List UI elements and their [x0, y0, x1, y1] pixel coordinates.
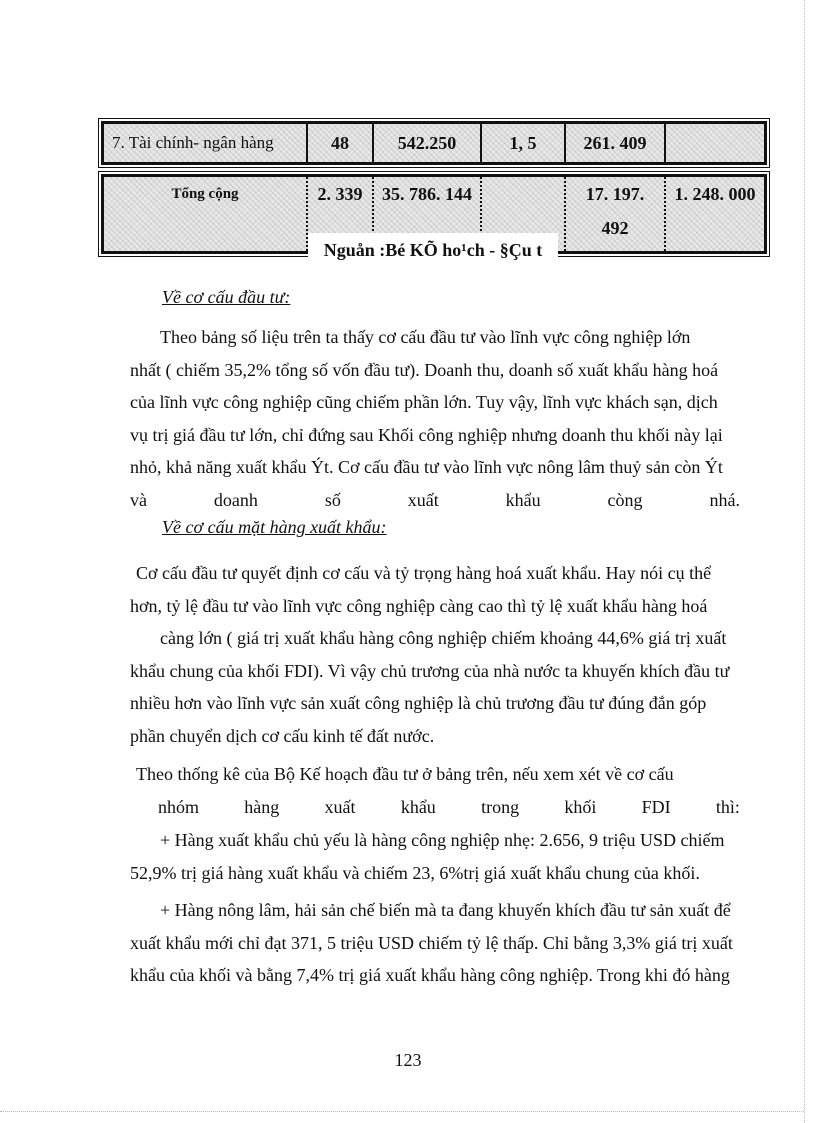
word: FDI — [641, 796, 671, 817]
word: và — [130, 489, 147, 510]
cell-share — [482, 181, 564, 207]
text-line: Cơ cấu đầu tư quyết định cơ cấu và tỷ trọng hàng hoá xuất khẩu. Hay nói cụ thể — [136, 563, 712, 583]
text-line: Theo bảng số liệu trên ta thấy cơ cấu đầu tư vào lĩnh vực công nghiệp lớn — [160, 327, 691, 347]
table-source-caption: Nguån :Bé KÕ ho¹ch - §Çu t — [308, 233, 558, 267]
text-line: hơn, tỷ lệ đầu tư vào lĩnh vực công nghiệp càng cao thì tỷ lệ xuất khẩu hàng hoá — [130, 595, 708, 616]
text-line: 52,9% trị giá hàng xuất khẩu và chiếm 23, 6%trị giá xuất khẩu chung của khối. — [130, 862, 700, 883]
text-line: của lĩnh vực công nghiệp cũng chiếm phần lớn. Tuy vậy, lĩnh vực khách sạn, dịch — [130, 392, 718, 412]
word: khối — [564, 796, 597, 817]
cell-projects: 2. 339 — [317, 183, 363, 204]
word: nhá. — [709, 489, 740, 510]
text-line: nhỏ, khả năng xuất khẩu Ýt. Cơ cấu đầu tư vào lĩnh vực nông lâm thuỷ sản còn Ýt — [130, 457, 723, 477]
word: khẩu — [400, 796, 436, 817]
text-line: vụ trị giá đầu tư lớn, chỉ đứng sau Khối công nghiệp nhưng doanh thu khối này lại — [130, 424, 723, 445]
text-line-justified — [130, 791, 740, 824]
cell-export: 1. 248. 000 — [674, 183, 756, 204]
word: xuất — [324, 796, 356, 817]
paragraph-agriculture — [130, 894, 740, 992]
cell-revenue: 261. 409 — [583, 132, 647, 153]
text-line-justified — [130, 484, 740, 517]
word: hàng — [244, 796, 280, 817]
text-line: xuất khẩu mới chỉ đạt 371, 5 triệu USD chiếm tỷ lệ thấp. Chỉ bằng 3,3% giá trị xuất — [130, 932, 733, 953]
word: thì: — [715, 796, 740, 817]
word: số — [324, 489, 341, 510]
paragraph-investment — [130, 321, 740, 516]
page-number: 123 — [394, 1050, 422, 1070]
page-edge-right — [804, 0, 806, 1123]
text-line: khẩu của khối và bằng 7,4% trị giá xuất khẩu hàng công nghiệp. Trong khi đó hàng — [130, 965, 730, 985]
text-line: Theo thống kê của Bộ Kế hoạch đầu tư ở bảng trên, nếu xem xét về cơ cấu — [136, 764, 674, 784]
text-line: phần chuyển dịch cơ cấu kinh tế đất nước. — [130, 725, 435, 746]
word: doanh — [213, 489, 258, 510]
text-line: khẩu chung của khối FDI). Vì vậy chủ trương của nhà nước ta khuyến khích đầu tư — [130, 660, 730, 681]
cell-export — [666, 124, 764, 162]
word: khẩu — [505, 489, 541, 510]
cell-revenue-line2: 492 — [601, 217, 629, 238]
page-edge-bottom — [0, 1111, 804, 1113]
cell-capital: 35. 786. 144 — [382, 183, 472, 204]
paragraph-export — [130, 557, 740, 752]
text-line: nhiều hơn vào lĩnh vực sản xuất công nghiệp là chủ trương đầu tư đúng đắn góp — [130, 693, 707, 713]
word: còng — [607, 489, 643, 510]
cell-projects: 48 — [331, 132, 349, 153]
cell-capital: 542.250 — [397, 132, 457, 153]
text-line: càng lớn ( giá trị xuất khẩu hàng công nghiệp chiếm khoảng 44,6% giá trị xuất — [160, 628, 727, 648]
table-row-finance — [101, 121, 767, 165]
text-line: + Hàng nông lâm, hải sản chế biến mà ta đang khuyến khích đầu tư sản xuất để — [160, 900, 731, 920]
cell-revenue-line1: 17. 197. — [585, 183, 645, 204]
text-line: + Hàng xuất khẩu chủ yếu là hàng công nghiệp nhẹ: 2.656, 9 triệu USD chiếm — [160, 830, 725, 850]
row-label: Tổng cộng — [171, 185, 239, 202]
text-line: nhất ( chiếm 35,2% tổng số vốn đầu tư). Doanh thu, doanh số xuất khẩu hàng hoá — [130, 359, 719, 380]
word: xuất — [407, 489, 439, 510]
word: trong — [481, 796, 520, 817]
heading-export-structure: Về cơ cấu mặt hàng xuất khẩu: — [162, 517, 387, 537]
heading-investment-structure: Về cơ cấu đầu tư: — [162, 287, 291, 307]
paragraph-light-industry — [130, 824, 740, 889]
paragraph-statistics — [130, 758, 740, 823]
row-label: 7. Tài chính- ngân hàng — [112, 133, 274, 152]
word: nhóm — [158, 796, 200, 817]
cell-share: 1, 5 — [509, 132, 537, 153]
